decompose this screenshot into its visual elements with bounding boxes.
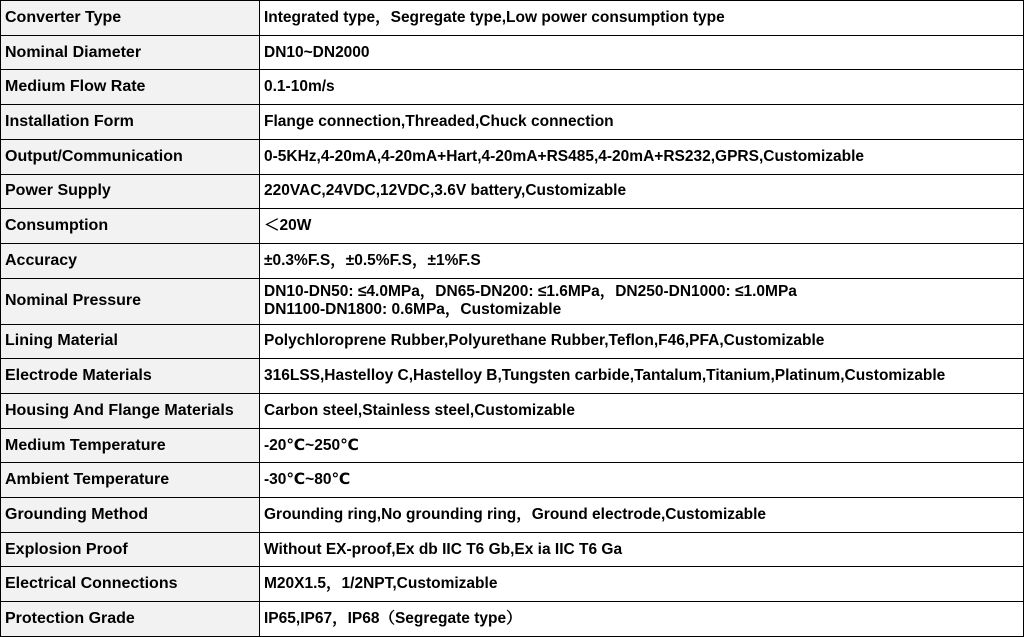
table-row	[1, 463, 1024, 498]
row-label-medium-flow-rate: Medium Flow Rate	[1, 70, 260, 105]
row-label-electrode-materials: Electrode Materials	[1, 359, 260, 394]
row-value-electrode-materials: 316LSS,Hastelloy C,Hastelloy B,Tungsten carbide,Tantalum,Titanium,Platinum,Customizable	[260, 359, 1024, 394]
table-row	[1, 532, 1024, 567]
row-value-power-supply: 220VAC,24VDC,12VDC,3.6V battery,Customizable	[260, 174, 1024, 209]
row-label-consumption: Consumption	[1, 209, 260, 244]
table-row	[1, 393, 1024, 428]
table-row	[1, 105, 1024, 140]
row-label-nominal-pressure: Nominal Pressure	[1, 278, 260, 324]
row-value-lining-material: Polychloroprene Rubber,Polyurethane Rubber,Teflon,F46,PFA,Customizable	[260, 324, 1024, 359]
row-label-electrical-connections: Electrical Connections	[1, 567, 260, 602]
row-value-protection-grade: IP65,IP67，IP68（Segregate type）	[260, 602, 1024, 637]
table-row	[1, 324, 1024, 359]
row-value-converter-type: Integrated type，Segregate type,Low power consumption type	[260, 1, 1024, 36]
row-value-nominal-pressure	[260, 278, 1024, 324]
row-label-nominal-diameter: Nominal Diameter	[1, 35, 260, 70]
table-row	[1, 70, 1024, 105]
row-value-grounding-method: Grounding ring,No grounding ring，Ground electrode,Customizable	[260, 498, 1024, 533]
table-row	[1, 35, 1024, 70]
row-label-medium-temperature: Medium Temperature	[1, 428, 260, 463]
row-value-explosion-proof: Without EX-proof,Ex db IIC T6 Gb,Ex ia IIC T6 Ga	[260, 532, 1024, 567]
table-row	[1, 1, 1024, 36]
row-label-housing-flange-materials: Housing And Flange Materials	[1, 393, 260, 428]
table-row	[1, 498, 1024, 533]
row-value-housing-flange-materials: Carbon steel,Stainless steel,Customizable	[260, 393, 1024, 428]
row-value-consumption: ＜20W	[260, 209, 1024, 244]
row-label-power-supply: Power Supply	[1, 174, 260, 209]
table-row	[1, 428, 1024, 463]
table-row	[1, 139, 1024, 174]
row-label-ambient-temperature: Ambient Temperature	[1, 463, 260, 498]
nominal-pressure-line-1: DN10-DN50: ≤4.0MPa，DN65-DN200: ≤1.6MPa，DN250-DN1000: ≤1.0MPa	[264, 283, 797, 301]
row-value-nominal-diameter: DN10~DN2000	[260, 35, 1024, 70]
table-row	[1, 174, 1024, 209]
row-label-protection-grade: Protection Grade	[1, 602, 260, 637]
row-value-medium-flow-rate: 0.1-10m/s	[260, 70, 1024, 105]
row-value-accuracy: ±0.3%F.S，±0.5%F.S，±1%F.S	[260, 243, 1024, 278]
table-row	[1, 278, 1024, 324]
row-label-installation-form: Installation Form	[1, 105, 260, 140]
row-label-accuracy: Accuracy	[1, 243, 260, 278]
row-value-medium-temperature: -20℃~250℃	[260, 428, 1024, 463]
nominal-pressure-line-2: DN1100-DN1800: 0.6MPa，Customizable	[264, 301, 562, 319]
row-label-grounding-method: Grounding Method	[1, 498, 260, 533]
row-value-electrical-connections: M20X1.5，1/2NPT,Customizable	[260, 567, 1024, 602]
row-value-ambient-temperature: -30℃~80℃	[260, 463, 1024, 498]
row-value-installation-form: Flange connection,Threaded,Chuck connection	[260, 105, 1024, 140]
row-label-explosion-proof: Explosion Proof	[1, 532, 260, 567]
table-row	[1, 243, 1024, 278]
row-label-lining-material: Lining Material	[1, 324, 260, 359]
table-row	[1, 359, 1024, 394]
table-row	[1, 209, 1024, 244]
row-label-converter-type: Converter Type	[1, 1, 260, 36]
table-row	[1, 567, 1024, 602]
table-row	[1, 602, 1024, 637]
row-label-output-communication: Output/Communication	[1, 139, 260, 174]
row-value-output-communication: 0-5KHz,4-20mA,4-20mA+Hart,4-20mA+RS485,4-20mA+RS232,GPRS,Customizable	[260, 139, 1024, 174]
